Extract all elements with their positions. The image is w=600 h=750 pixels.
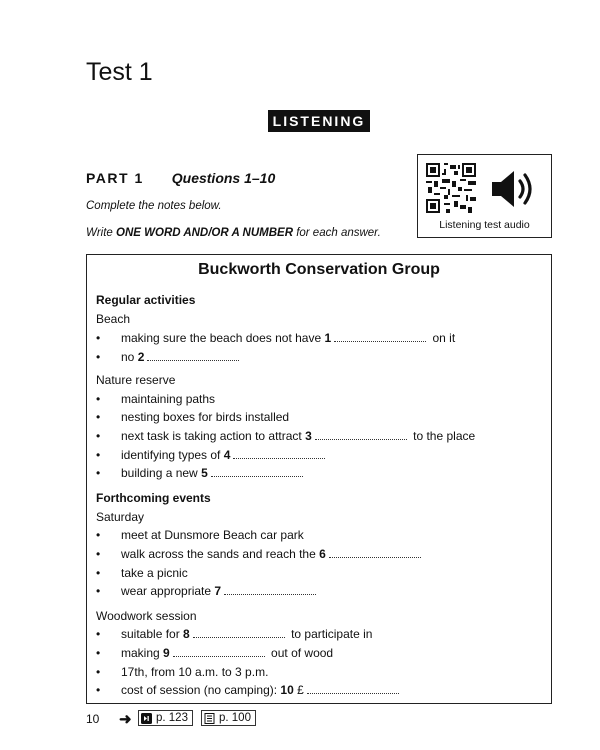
instruction-word-limit-bold: ONE WORD AND/OR A NUMBER	[116, 227, 293, 239]
note-item: identifying types of 4	[121, 448, 328, 463]
note-item: building a new 5	[121, 466, 306, 481]
section-badge: LISTENING	[268, 110, 370, 132]
answer-gap-1[interactable]	[334, 331, 426, 342]
answer-key-ref-link[interactable]	[201, 710, 256, 726]
note-item: 17th, from 10 a.m. to 3 p.m.	[121, 665, 269, 679]
answer-key-ref-label: p. 100	[219, 712, 251, 724]
subheading-beach: Beach	[96, 312, 131, 326]
bullet-marker: •	[96, 466, 101, 480]
answer-gap-5[interactable]	[211, 466, 303, 477]
audio-caption: Listening test audio	[439, 219, 530, 231]
bullet-marker: •	[96, 665, 101, 679]
part-label: PART 1	[86, 170, 144, 186]
answer-gap-7[interactable]	[224, 584, 316, 595]
bullet-marker: •	[96, 646, 101, 660]
bullet-marker: •	[96, 566, 101, 580]
instruction-suffix: for each answer.	[293, 227, 381, 239]
bullet-marker: •	[96, 350, 101, 364]
bullet-marker: •	[96, 429, 101, 443]
audio-script-icon	[141, 713, 152, 724]
notes-title: Buckworth Conservation Group	[198, 261, 440, 278]
note-item: cost of session (no camping): 10 £	[121, 683, 402, 698]
subheading-nature-reserve: Nature reserve	[96, 373, 176, 387]
page-number: 10	[86, 712, 100, 726]
audio-script-ref-link[interactable]	[138, 710, 193, 726]
qr-code-icon	[426, 163, 476, 213]
bullet-marker: •	[96, 528, 101, 542]
bullet-marker: •	[96, 683, 101, 697]
note-item: next task is taking action to attract 3 to the place	[121, 429, 476, 443]
note-item: nesting boxes for birds installed	[121, 410, 290, 424]
bullet-marker: •	[96, 331, 101, 345]
section-heading-regular: Regular activities	[96, 293, 196, 307]
test-title: Test 1	[86, 58, 153, 86]
note-item: wear appropriate 7	[121, 584, 319, 599]
answer-gap-10[interactable]	[307, 683, 399, 694]
bullet-marker: •	[96, 392, 101, 406]
instruction-complete: Complete the notes below.	[86, 200, 222, 212]
subheading-woodwork: Woodwork session	[96, 609, 197, 623]
note-item: walk across the sands and reach the 6	[121, 547, 424, 562]
questions-range: Questions 1–10	[171, 170, 276, 186]
instruction-word-limit	[86, 227, 381, 239]
audio-panel[interactable]	[417, 154, 552, 238]
instruction-prefix: Write	[86, 227, 117, 239]
note-item: take a picnic	[121, 566, 188, 580]
answer-gap-2[interactable]	[147, 350, 239, 361]
note-item: suitable for 8 to participate in	[121, 627, 373, 641]
audio-script-ref-label: p. 123	[156, 712, 188, 724]
section-heading-forthcoming: Forthcoming events	[96, 491, 211, 505]
part-heading	[86, 170, 275, 186]
note-item: meet at Dunsmore Beach car park	[121, 528, 304, 542]
speaker-icon	[490, 167, 538, 211]
answer-gap-8[interactable]	[193, 627, 285, 638]
note-item: making 9 out of wood	[121, 646, 334, 660]
note-item: no 2	[121, 350, 242, 365]
answer-key-icon	[204, 713, 215, 724]
bullet-marker: •	[96, 547, 101, 561]
subheading-saturday: Saturday	[96, 510, 145, 524]
answer-gap-3[interactable]	[315, 429, 407, 440]
answer-gap-4[interactable]	[233, 448, 325, 459]
notes-box	[86, 254, 552, 704]
bullet-marker: •	[96, 448, 101, 462]
note-item: making sure the beach does not have 1 on it	[121, 331, 456, 345]
answer-gap-6[interactable]	[329, 547, 421, 558]
bullet-marker: •	[96, 410, 101, 424]
answer-gap-9[interactable]	[173, 646, 265, 657]
bullet-marker: •	[96, 627, 101, 641]
bullet-marker: •	[96, 584, 101, 598]
note-item: maintaining paths	[121, 392, 216, 406]
arrow-right-icon: ➜	[119, 711, 132, 728]
